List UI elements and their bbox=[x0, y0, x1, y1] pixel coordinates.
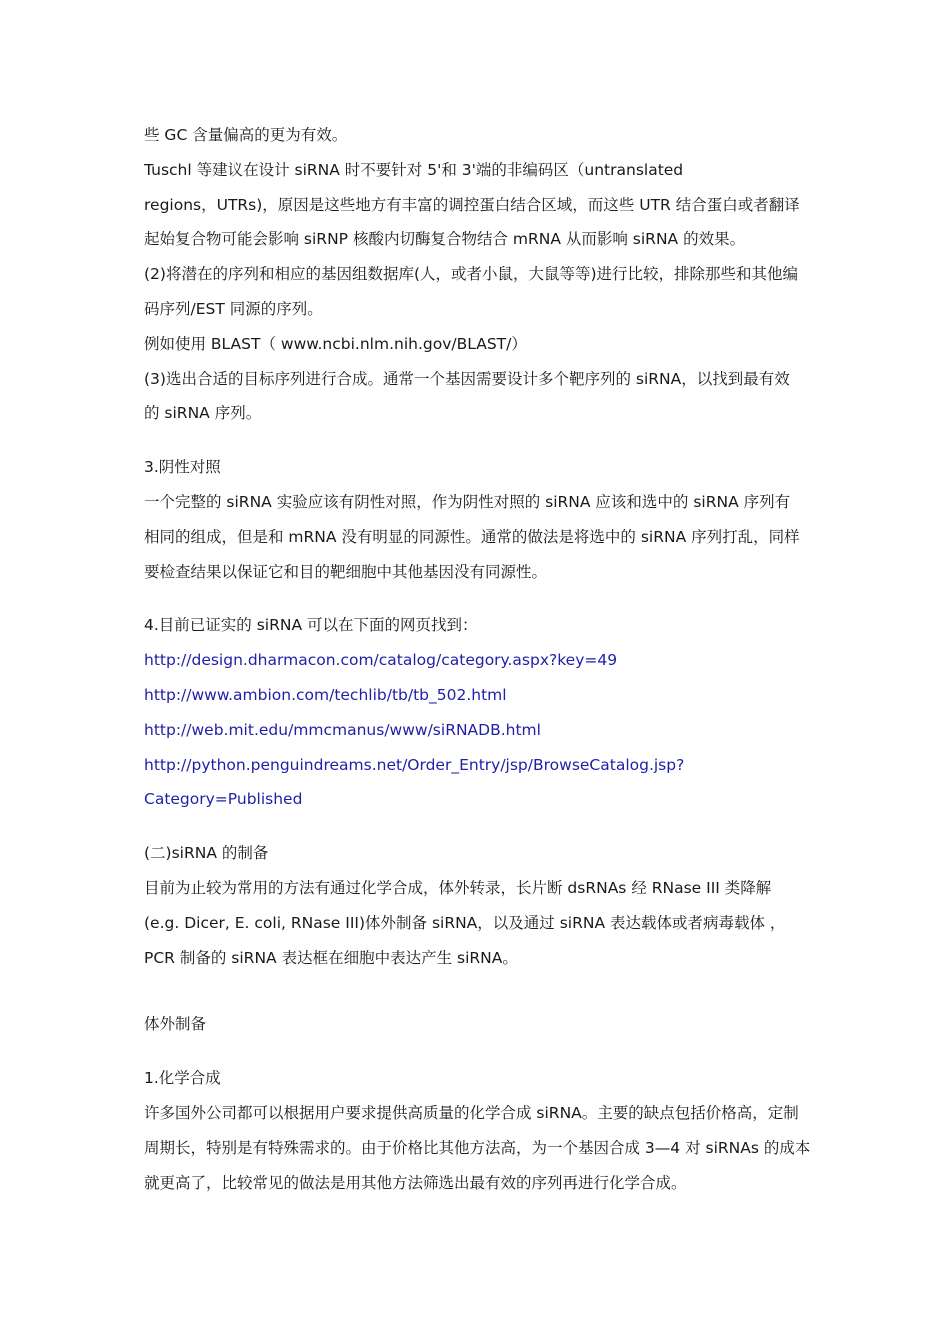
paragraph-line: (3)选出合适的目标序列进行合成。通常一个基因需要设计多个靶序列的 siRNA，以找到最有效 bbox=[144, 369, 790, 388]
paragraph-line: (2)将潜在的序列和相应的基因组数据库(人，或者小鼠，大鼠等等)进行比较，排除那些和其他编 bbox=[144, 265, 799, 284]
link-ambion[interactable]: http://www.ambion.com/techlib/tb/tb_502.html bbox=[144, 685, 507, 704]
paragraph-line: regions，UTRs)，原因是这些地方有丰富的调控蛋白结合区域，而这些 UTR 结合蛋白或者翻译 bbox=[144, 195, 800, 214]
section-heading-in-vitro: 体外制备 bbox=[144, 1015, 207, 1034]
link-dharmacon[interactable]: http://design.dharmacon.com/catalog/category.aspx?key=49 bbox=[144, 651, 618, 670]
section-heading-verified-sirna: 4.目前已证实的 siRNA 可以在下面的网页找到： bbox=[144, 616, 478, 635]
paragraph-line: 些 GC 含量偏高的更为有效。 bbox=[144, 126, 348, 144]
paragraph-line: PCR 制备的 siRNA 表达框在细胞中表达产生 siRNA。 bbox=[144, 948, 518, 967]
paragraph-line: 许多国外公司都可以根据用户要求提供高质量的化学合成 siRNA。主要的缺点包括价格高，定制 bbox=[144, 1103, 799, 1122]
link-penguindreams-continued[interactable]: Category=Published bbox=[144, 790, 303, 809]
link-mit-sirnadb[interactable]: http://web.mit.edu/mmcmanus/www/siRNADB.html bbox=[144, 720, 541, 739]
section-heading-negative-control: 3.阴性对照 bbox=[144, 458, 221, 477]
paragraph-line: 要检查结果以保证它和目的靶细胞中其他基因没有同源性。 bbox=[144, 562, 548, 581]
paragraph-line: 相同的组成，但是和 mRNA 没有明显的同源性。通常的做法是将选中的 siRNA 序列打乱，同样 bbox=[144, 527, 800, 546]
paragraph-line: 周期长，特别是有特殊需求的。由于价格比其他方法高，为一个基因合成 3—4 对 siRNAs 的成本 bbox=[144, 1138, 811, 1157]
paragraph-line: 一个完整的 siRNA 实验应该有阴性对照，作为阴性对照的 siRNA 应该和选中的 siRNA 序列有 bbox=[144, 492, 791, 511]
section-heading-preparation: (二)siRNA 的制备 bbox=[144, 844, 269, 863]
paragraph-line: 起始复合物可能会影响 siRNP 核酸内切酶复合物结合 mRNA 从而影响 siRNA 的效果。 bbox=[144, 230, 746, 249]
paragraph-line: (e.g. Dicer, E. coli, RNase III)体外制备 siRNA，以及通过 siRNA 表达载体或者病毒载体 ， bbox=[144, 913, 786, 932]
document-page bbox=[144, 118, 814, 1200]
paragraph-line: 就更高了，比较常见的做法是用其他方法筛选出最有效的序列再进行化学合成。 bbox=[144, 1173, 687, 1192]
paragraph-line: 的 siRNA 序列。 bbox=[144, 404, 262, 423]
paragraph-line: Tuschl 等建议在设计 siRNA 时不要针对 5'和 3'端的非编码区（untranslated bbox=[144, 160, 684, 179]
paragraph-line: 码序列/EST 同源的序列。 bbox=[144, 299, 323, 318]
link-penguindreams[interactable]: http://python.penguindreams.net/Order_Entry/jsp/BrowseCatalog.jsp? bbox=[144, 755, 685, 774]
paragraph-line: 目前为止较为常用的方法有通过化学合成，体外转录，长片断 dsRNAs 经 RNase III 类降解 bbox=[144, 878, 772, 897]
paragraph-line: 例如使用 BLAST（ www.ncbi.nlm.nih.gov/BLAST/） bbox=[144, 334, 527, 353]
section-heading-chemical-synthesis: 1.化学合成 bbox=[144, 1069, 221, 1088]
